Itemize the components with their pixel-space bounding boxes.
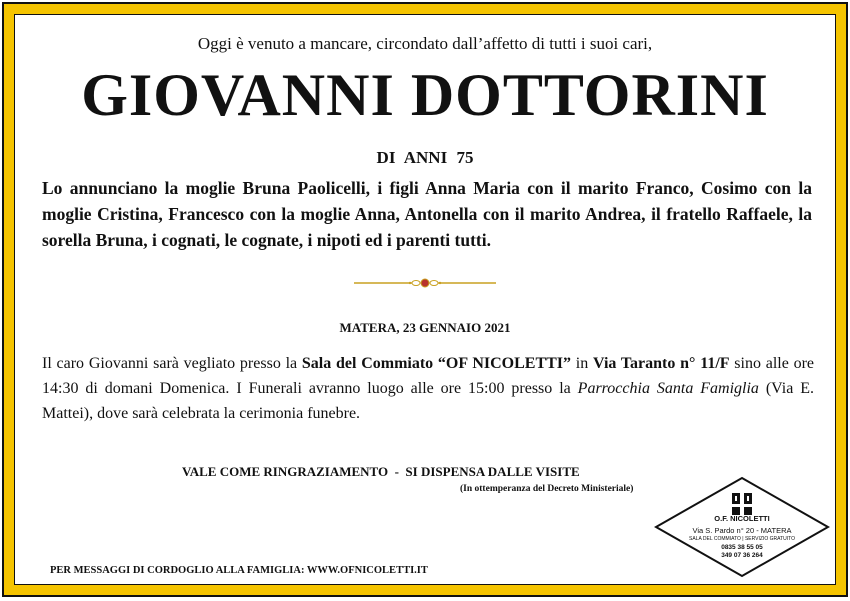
details-text: (Via E. Mattei), dove sarà celebrata la cerimonia funebre. bbox=[42, 380, 815, 422]
thanks-line: VALE COME RINGRAZIAMENTO - SI DISPENSA DALLE VISITE bbox=[182, 464, 580, 479]
funeral-home-logo bbox=[654, 476, 830, 578]
obituary-notice bbox=[2, 2, 848, 597]
logo-phone: 0835 38 55 05 bbox=[721, 544, 763, 551]
condolence-messages-line: PER MESSAGGI DI CORDOGLIO ALLA FAMIGLIA: WWW.OFNICOLETTI.IT bbox=[50, 565, 428, 576]
venue-address: Via Taranto n° 11/F bbox=[592, 355, 730, 372]
decree-note: (In ottemperanza del Decreto Ministeriale) bbox=[460, 484, 634, 494]
place-date: MATERA, 23 GENNAIO 2021 bbox=[339, 320, 511, 335]
announcement-paragraph: Lo annunciano la moglie Bruna Paolicelli, i figli Anna Maria con il marito Franco, Cosimo con la moglie Cristina, Francesco con la moglie Anna, Antonella con il marito Andrea, il fratello Raffaele, la sorella Bruna, i cognati, le cognate, i nipoti ed i parenti tutti. bbox=[42, 178, 812, 250]
logo-name: O.F. NICOLETTI bbox=[714, 514, 770, 523]
logo-service: SALA DEL COMMIATO | SERVIZIO GRATUITO bbox=[689, 536, 795, 542]
intro-line: Oggi è venuto a mancare, circondato dall’affetto di tutti i suoi cari, bbox=[197, 34, 653, 53]
details-text: Il caro Giovanni sarà vegliato presso la bbox=[42, 355, 302, 372]
church-name: Parrocchia Santa Famiglia bbox=[577, 380, 759, 397]
details-text: in bbox=[571, 355, 593, 372]
funeral-details bbox=[42, 351, 814, 426]
logo-phone: 349 07 36 264 bbox=[721, 552, 763, 559]
venue-name: Sala del Commiato “OF NICOLETTI” bbox=[301, 355, 572, 372]
ornament-divider bbox=[352, 276, 498, 290]
age-line: DI ANNI 75 bbox=[376, 148, 474, 167]
deceased-name: GIOVANNI DOTTORINI bbox=[81, 62, 769, 128]
logo-address: Via S. Pardo n° 20 - MATERA bbox=[692, 526, 792, 535]
details-text: sino alle ore 14:30 di domani Domenica. I Funerali avranno luogo alle ore 15:00 presso la bbox=[42, 355, 815, 397]
